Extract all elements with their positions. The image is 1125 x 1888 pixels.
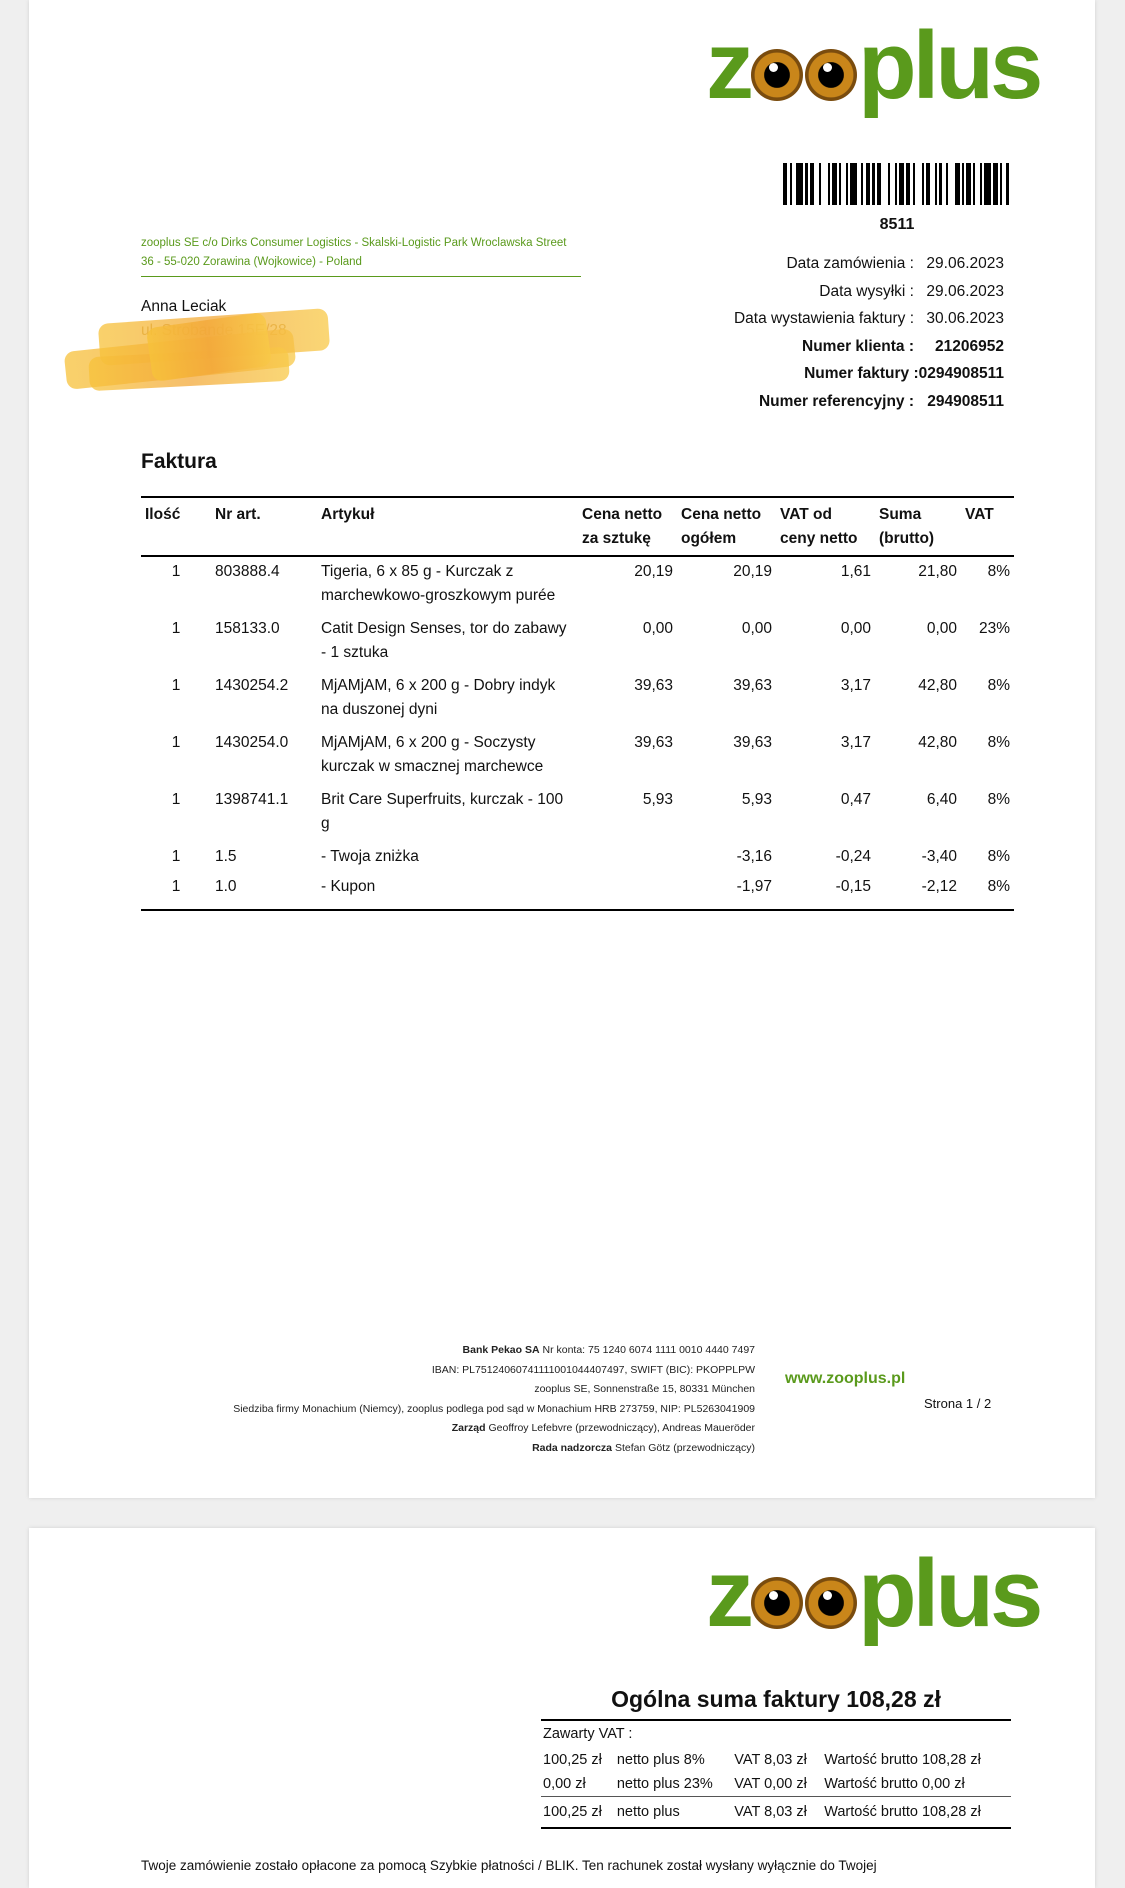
table-header (141, 497, 1014, 556)
cell-vat-rate: 8% (987, 677, 1010, 694)
cell-gross: 42,80 (918, 734, 957, 751)
sender-address: zooplus SE c/o Dirks Consumer Logistics - Skalski-Logistic Park Wroclawska Street 36 - 55-020 Zorawina (Wojkowice) - Poland (141, 234, 581, 277)
cell-item: - Twoja zniżka (321, 848, 419, 865)
cell-vat-amount: 0,47 (840, 791, 871, 808)
cell-vat-amount: 0,00 (840, 620, 871, 637)
barcode (783, 163, 1011, 205)
cell-qty: 1 (171, 734, 181, 751)
cell-vat-amount: 3,17 (840, 677, 871, 694)
cell-gross: 42,80 (918, 677, 957, 694)
barcode-number: 8511 (879, 216, 915, 233)
cell-gross: 21,80 (918, 563, 957, 580)
cell-qty: 1 (171, 563, 181, 580)
cell-art: 1430254.2 (215, 677, 289, 694)
cell-vat-rate: 8% (987, 734, 1010, 751)
zooplus-logo: z plus (706, 12, 1040, 119)
cell-vat-rate: 8% (987, 878, 1010, 895)
payment-note: Twoje zamówienie zostało opłacone za pomocą Szybkie płatności / BLIK. Ten rachunek został wysłany wyłącznie do Twojej (141, 1858, 877, 1873)
table-row (141, 842, 1014, 872)
vat-row-8: 100,25 zł netto plus 8% VAT 8,03 zł Wartość brutto 108,28 zł (543, 1752, 981, 1768)
vat-included-label: Zawarty VAT : (543, 1726, 633, 1742)
invoice-page-2 (29, 1528, 1095, 1888)
cell-art: 1430254.0 (215, 734, 289, 751)
cell-vat-rate: 8% (987, 563, 1010, 580)
invoice-meta (734, 250, 1004, 416)
meta-invoice-number: Numer faktury : 0294908511 (804, 365, 1004, 383)
col-art: Nr art. (211, 497, 317, 556)
cell-unit-net: 39,63 (634, 734, 673, 751)
invoice-title: Faktura (141, 450, 217, 473)
grand-total: Ogólna suma faktury 108,28 zł (541, 1686, 1011, 1721)
invoice-page-1 (29, 0, 1095, 1498)
cell-qty: 1 (171, 878, 181, 895)
cell-vat-rate: 23% (978, 620, 1010, 637)
col-vat-amount: VAT od ceny netto (776, 497, 875, 556)
cell-total-net: 5,93 (741, 791, 772, 808)
col-vat-rate: VAT (961, 497, 1014, 556)
cell-art: 1.0 (215, 878, 237, 895)
cell-vat-amount: -0,24 (835, 848, 871, 865)
cell-item: MjAMjAM, 6 x 200 g - Dobry indyk na duszonej dyni (321, 677, 556, 718)
cell-vat-amount: 3,17 (840, 734, 871, 751)
cell-total-net: -1,97 (736, 878, 772, 895)
cell-unit-net: 0,00 (642, 620, 673, 637)
cell-vat-amount: -0,15 (835, 878, 871, 895)
legal-footer: Bank Pekao SA Nr konta: 75 1240 6074 1111 0010 4440 7497 IBAN: PL75124060741111001044407497, SWIFT (BIC): PKOPPLPW zooplus SE, Sonnenstraße 15, 80331 München Siedziba firmy Monachium (Niemcy), zooplus podlega pod sąd w Monachium HRB 273759, NIP: PL5263041909 Zarząd Geoffroy Lefebvre (przewodniczący), Andreas Maueröder Rada nadzorcza Stefan Götz (przewodniczący) (233, 1344, 755, 1454)
cell-item: - Kupon (321, 878, 376, 895)
cell-vat-rate: 8% (987, 848, 1010, 865)
meta-order-date: Data zamówienia : 29.06.2023 (786, 255, 1004, 272)
cell-qty: 1 (171, 791, 181, 808)
col-gross: Suma (brutto) (875, 497, 961, 556)
cell-qty: 1 (171, 677, 181, 694)
cell-item: Brit Care Superfruits, kurczak - 100 g (321, 791, 564, 832)
vat-total-row: 100,25 zł netto plus VAT 8,03 zł Wartość brutto 108,28 zł (541, 1797, 1011, 1829)
col-qty: Ilość (141, 497, 211, 556)
cell-qty: 1 (171, 848, 181, 865)
table-row (141, 556, 1014, 614)
zooplus-logo: z plus (706, 1540, 1040, 1647)
cell-vat-rate: 8% (987, 791, 1010, 808)
cell-item: Catit Design Senses, tor do zabawy - 1 sztuka (321, 620, 567, 661)
cell-unit-net (578, 842, 677, 872)
cell-item: Tigeria, 6 x 85 g - Kurczak z marchewkowo-groszkowym purée (321, 563, 556, 604)
cell-art: 803888.4 (215, 563, 280, 580)
cell-total-net: 0,00 (741, 620, 772, 637)
cell-gross: -3,40 (921, 848, 957, 865)
cell-gross: -2,12 (921, 878, 957, 895)
cell-qty: 1 (171, 620, 181, 637)
cell-art: 158133.0 (215, 620, 280, 637)
cell-vat-amount: 1,61 (840, 563, 871, 580)
meta-issue-date: Data wystawienia faktury : 30.06.2023 (733, 310, 1004, 328)
meta-customer-number: Numer klienta : 21206952 (802, 337, 1004, 355)
recipient-name: Anna Leciak (141, 298, 227, 315)
cell-unit-net: 39,63 (634, 677, 673, 694)
website-link[interactable]: www.zooplus.pl (785, 1370, 906, 1387)
vat-breakdown (541, 1748, 1011, 1829)
invoice-summary (541, 1686, 1011, 1829)
cell-art: 1398741.1 (215, 791, 289, 808)
table-row (141, 671, 1014, 728)
table-row (141, 872, 1014, 910)
page-number: Strona 1 / 2 (924, 1396, 992, 1411)
table-row (141, 614, 1014, 671)
cell-total-net: -3,16 (736, 848, 772, 865)
col-unit-net: Cena netto za sztukę (578, 497, 677, 556)
cell-art: 1.5 (215, 848, 237, 865)
table-row (141, 785, 1014, 842)
cell-total-net: 20,19 (733, 563, 772, 580)
cell-unit-net: 20,19 (634, 563, 673, 580)
cell-total-net: 39,63 (733, 677, 772, 694)
meta-ship-date: Data wysyłki : 29.06.2023 (819, 282, 1004, 300)
cell-gross: 6,40 (926, 791, 957, 808)
col-item: Artykuł (317, 497, 578, 556)
items-table (141, 496, 1014, 911)
meta-reference-number: Numer referencyjny : 294908511 (758, 392, 1004, 410)
cell-gross: 0,00 (926, 620, 957, 637)
cell-total-net: 39,63 (733, 734, 772, 751)
table-row (141, 728, 1014, 785)
cell-item: MjAMjAM, 6 x 200 g - Soczysty kurczak w smacznej marchewce (321, 734, 544, 775)
col-total-net: Cena netto ogółem (677, 497, 776, 556)
cell-unit-net (578, 872, 677, 910)
vat-row-23: 0,00 zł netto plus 23% VAT 0,00 zł Wartość brutto 0,00 zł (543, 1776, 965, 1792)
cell-unit-net: 5,93 (642, 791, 673, 808)
